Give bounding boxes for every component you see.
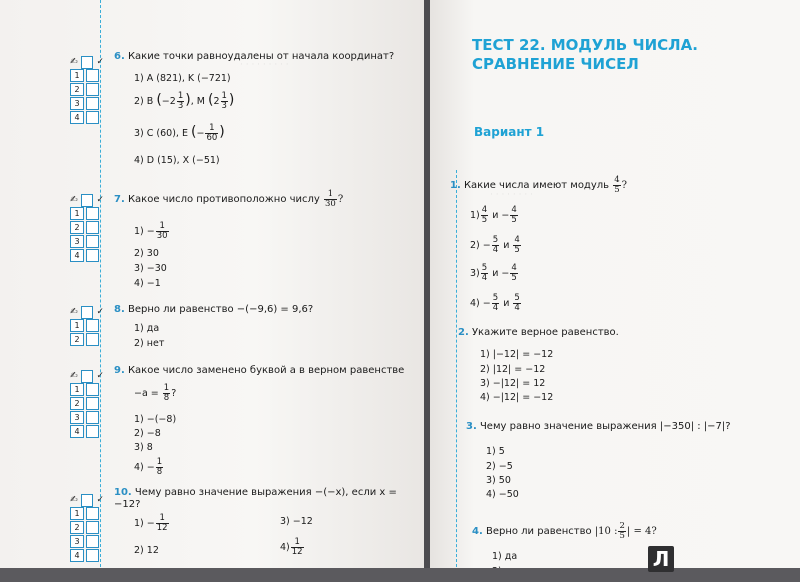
option-text: и − [492,210,510,221]
option-4: 4) −50 [486,489,519,500]
fraction: $\frac{1}{30}$ [325,189,336,209]
equation-text: −a = [134,388,159,399]
pen-icon: ✍ [70,495,78,505]
option-number: 3 [70,535,84,548]
equation-text: |10 : [594,526,618,537]
check-icon: ✓ [96,371,104,381]
answer-box-4[interactable] [86,549,99,562]
test-title-line-2: СРАВНЕНИЕ ЧИСЕЛ [472,55,639,73]
option-2: 2) |12| = −12 [480,364,546,375]
fraction: $\frac{1}{60}$ [206,123,218,143]
question-6 [114,51,414,63]
check-box[interactable] [81,370,94,383]
option-number: 1 [70,319,84,332]
fraction: $\frac{1}{30}$ [156,221,168,241]
answer-box-4[interactable] [86,425,99,438]
answer-box-3[interactable] [86,235,99,248]
fraction: $\frac{5}{4}$ [492,293,499,313]
question-text: Верно ли равенство −(−9,6) = 9,6? [127,304,314,315]
question-4 [472,522,772,541]
option-number: 2 [70,521,84,534]
option-text: 2) B [134,96,154,107]
option-1: 1) A (821), K (−721) [134,73,231,84]
option-number: 1 [70,69,84,82]
option-3 [470,264,519,283]
answer-grid-q8 [70,306,104,346]
question-text: Какое число противоположно числу [127,194,320,205]
question-9 [114,365,414,377]
pen-icon: ✍ [70,307,78,317]
question-text: Верно ли равенство [485,526,592,537]
fraction: $\frac{1}{8}$ [163,383,170,403]
fraction: $\frac{5}{4}$ [492,235,499,255]
pen-icon: ✍ [70,57,78,67]
option-4 [134,458,164,477]
answer-box-1[interactable] [86,69,99,82]
option-1: 1) да [134,323,160,334]
check-icon: ✓ [96,57,104,67]
question-text: Чему равно значение выражения |−350| : |−7|? [479,421,731,432]
check-icon: ✓ [96,307,104,317]
option-2: 2) B (−2 $\frac{1}{3}$ ), M (2 $\frac{1}{3}$ ) [134,91,235,111]
option-4: 4) −|12| = −12 [480,392,554,403]
check-box[interactable] [81,306,94,319]
option-1: 1) |−12| = −12 [480,349,554,360]
option-number: 3 [70,411,84,424]
option-2: 2) 30 [134,248,159,259]
check-box[interactable] [81,56,94,69]
option-text: 2) − [470,240,491,251]
answer-box-1[interactable] [86,507,99,520]
option-text: 2 [213,96,220,107]
option-number: 1 [70,207,84,220]
watermark-logo: Л [648,546,674,572]
question-number: 4. [472,526,483,537]
page-bottom-shadow [0,568,800,582]
answer-box-1[interactable] [86,319,99,332]
answer-box-4[interactable] [86,111,99,124]
margin-line [456,170,457,582]
check-box[interactable] [81,494,94,507]
answer-box-3[interactable] [86,97,99,110]
fraction: $\frac{4}{5}$ [514,235,520,255]
answer-box-1[interactable] [86,207,99,220]
option-text: 4) − [470,298,491,309]
option-number: 2 [70,83,84,96]
fraction: $\frac{1}{3}$ [177,91,184,111]
question-1 [450,176,750,195]
option-text: и − [492,268,510,279]
option-text: − [196,128,205,139]
fraction: $\frac{1}{3}$ [221,91,227,111]
answer-box-4[interactable] [86,249,99,262]
question-3 [466,421,786,433]
option-number: 3 [70,235,84,248]
answer-box-2[interactable] [86,83,99,96]
option-1: 1) да [492,551,518,562]
option-1 [134,514,170,533]
option-4: 4) −1 [134,278,161,289]
question-text: Какое число заменено буквой a в верном равенстве [127,365,405,376]
answer-grid-q7 [70,194,104,262]
option-number: 1 [70,507,84,520]
pen-icon: ✍ [70,371,78,381]
question-text: Укажите верное равенство. [471,327,619,338]
answer-box-2[interactable] [86,521,99,534]
option-1: 1) 5 [486,446,505,457]
bleed-through: · · · · · · · · [490,190,533,200]
answer-box-2[interactable] [86,221,99,234]
question-number: 10. [114,487,132,498]
fraction: $\frac{5}{4}$ [481,263,488,283]
option-text: −2 [161,96,176,107]
option-text: и [503,240,510,251]
fraction: $\frac{4}{5}$ [614,175,620,195]
question-number: 8. [114,304,125,315]
question-mark: ? [337,194,344,205]
fraction: $\frac{4}{5}$ [511,205,517,225]
question-number: 3. [466,421,477,432]
question-text: Какие точки равноудалены от начала координат? [127,51,395,62]
option-text: и [503,298,510,309]
answer-box-3[interactable] [86,535,99,548]
question-mark: ? [621,180,628,191]
option-text: 4) − [134,462,155,473]
option-2: 2) −5 [486,461,513,472]
option-text: 3) C (60), E [134,128,188,139]
option-number: 2 [70,221,84,234]
pen-icon: ✍ [70,195,78,205]
option-number: 4 [70,111,84,124]
question-7 [114,190,414,209]
option-text: 1) − [134,518,155,529]
option-4 [470,294,522,313]
answer-box-1[interactable] [86,383,99,396]
question-8 [114,304,414,316]
question-2 [458,327,758,339]
option-text: 3) [470,268,480,279]
fraction: $\frac{4}{5}$ [481,205,488,225]
option-4 [280,538,305,557]
option-2 [470,236,522,255]
option-text: 1) − [134,226,155,237]
answer-box-3[interactable] [86,411,99,424]
option-text: 1) [470,210,480,221]
fraction: $\frac{5}{4}$ [514,293,520,313]
question-number: 2. [458,327,469,338]
option-2: 2) 12 [134,545,159,556]
answer-grid-q6 [70,56,104,124]
check-icon: ✓ [96,495,104,505]
option-3: 3) −30 [134,263,167,274]
fraction: $\frac{4}{5}$ [511,263,517,283]
option-1: 1) −(−8) [134,414,177,425]
option-1 [134,222,170,241]
option-text: , M [190,96,205,107]
variant-heading: Вариант 1 [474,125,545,139]
option-number: 4 [70,549,84,562]
option-3: 3) −12 [280,516,313,527]
bleed-through: · · · · · · · · · [240,60,289,70]
question-number: 1. [450,180,461,191]
check-icon: ✓ [96,195,104,205]
option-3: 3) C (60), E (− $\frac{1}{60}$ ) [134,123,225,143]
option-number: 2 [70,397,84,410]
question-mark: ? [171,388,177,399]
right-page [430,0,800,582]
option-number: 3 [70,97,84,110]
option-number: 4 [70,425,84,438]
option-number: 2 [70,333,84,346]
question-10 [114,487,419,511]
answer-grid-q10 [70,494,104,562]
option-3: 3) 50 [486,475,511,486]
question-number: 7. [114,194,125,205]
option-4: 4) D (15), X (−51) [134,155,220,166]
answer-grid-q9 [70,370,104,438]
fraction: $\frac{1}{8}$ [156,457,163,477]
option-2: 2) −8 [134,428,161,439]
question-number: 6. [114,51,125,62]
option-3: 3) 8 [134,442,153,453]
option-3: 3) −|12| = 12 [480,378,546,389]
fraction: $\frac{1}{12}$ [291,537,303,557]
equation-text: | = 4? [626,526,657,537]
equation [134,384,176,403]
fraction: $\frac{1}{12}$ [156,513,168,533]
check-box[interactable] [81,194,94,207]
answer-box-2[interactable] [86,333,99,346]
option-number: 1 [70,383,84,396]
test-title-line-1: ТЕСТ 22. МОДУЛЬ ЧИСЛА. [472,36,698,54]
answer-box-2[interactable] [86,397,99,410]
option-2: 2) нет [134,338,165,349]
question-number: 9. [114,365,125,376]
fraction: $\frac{2}{5}$ [619,521,625,541]
question-text: Какие числа имеют модуль [463,180,610,191]
option-text: 4) [280,542,290,553]
question-text: Чему равно значение выражения −(−x), если x = −12? [114,487,397,510]
option-number: 4 [70,249,84,262]
option-1 [470,206,519,225]
